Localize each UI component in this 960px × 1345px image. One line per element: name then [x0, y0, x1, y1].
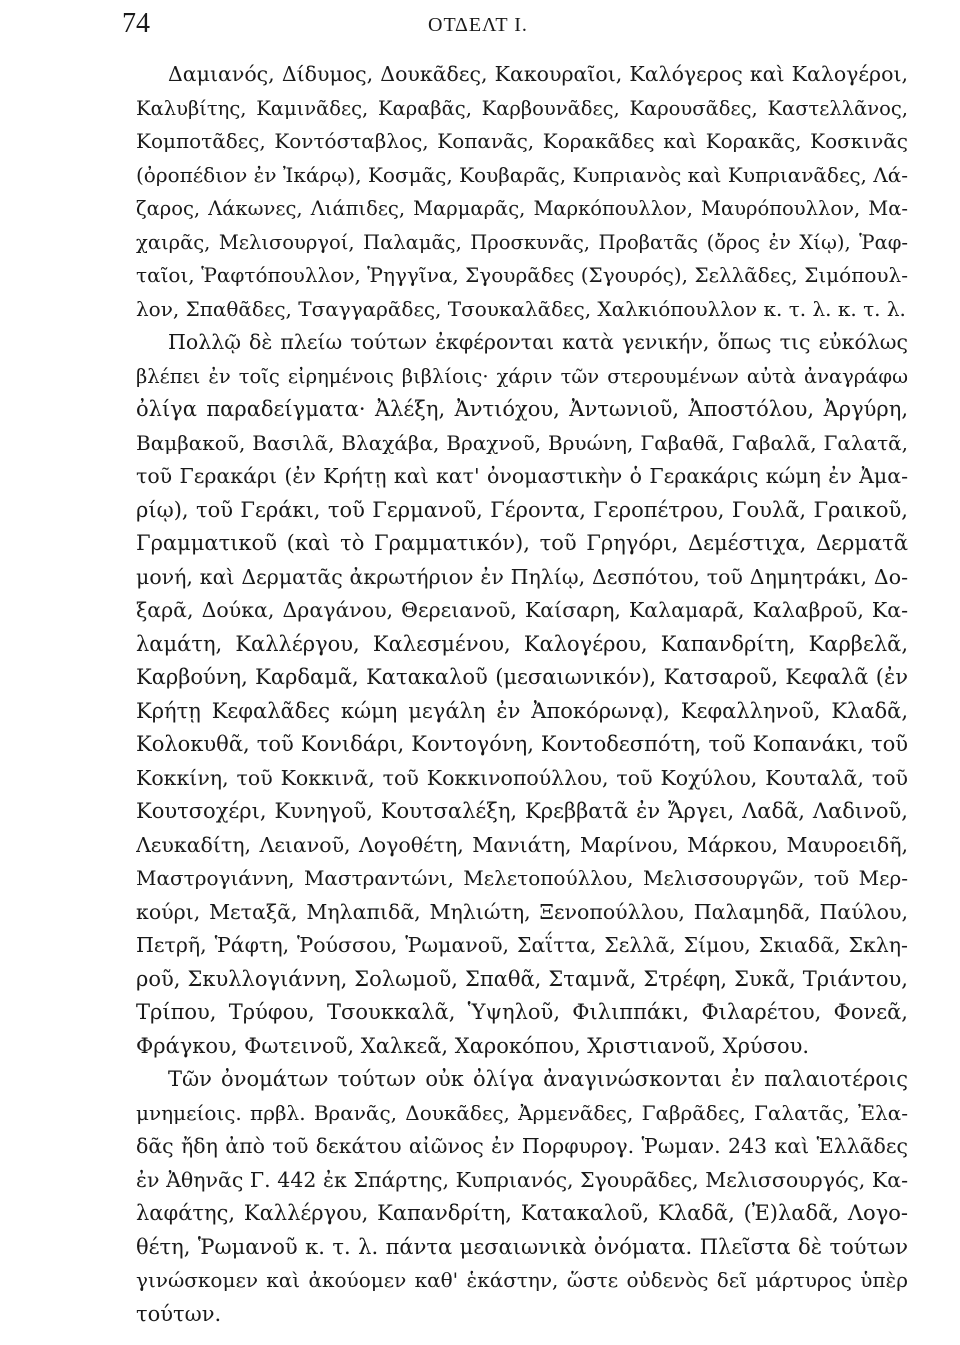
running-head: ΟΤΔΕΛΤ Ι. [428, 14, 528, 36]
paragraph-2 [136, 326, 908, 1063]
text-line: θέτη, Ῥωμανοῦ κ. τ. λ. πάντα μεσαιωνικὰ ὀνόματα. Πλεῖστα δὲ τούτων [136, 1234, 908, 1259]
text-line: ροῦ, Σκυλλογιάννη, Σολωμοῦ, Σπαθᾶ, Σταμνᾶ, Στρέφη, Συκᾶ, Τριάντου, [136, 966, 908, 991]
text-line: Κολοκυθᾶ, τοῦ Κονιδάρι, Κοντογόνη, Κοντοδεσπότη, τοῦ Κοπανάκι, τοῦ [136, 732, 908, 756]
text-line: ἐν Ἀθηνᾶς Γ. 442 ἐκ Σπάρτης, Κυπριανός, Σγουρᾶδες, Μελισσουργός, Κα- [136, 1167, 908, 1192]
text-line: Πολλῷ δὲ πλείω τούτων ἐκφέρονται κατὰ γενικήν, ὅπως τις εὐκόλως [168, 330, 908, 354]
page-number: 74 [122, 8, 150, 39]
paragraph-3 [136, 1063, 908, 1331]
text-line: Κουτσοχέρι, Κυνηγοῦ, Κουτσαλέξη, Κρεββατᾶ ἐν Ἄργει, Λαδᾶ, Λαδινοῦ, [136, 799, 908, 823]
text-line: Πετρῆ, Ῥάφτη, Ῥούσσου, Ῥωμανοῦ, Σαΐττα, Σελλᾶ, Σίμου, Σκιαδᾶ, Σκλη- [136, 933, 908, 957]
text-line: Καλυβίτης, Καμινᾶδες, Καραβᾶς, Καρβουνᾶδες, Καρουσᾶδες, Καστελλᾶνος, [136, 96, 908, 120]
text-line: Κομποτᾶδες, Κοντόσταβλος, Κοπανᾶς, Κορακᾶδες καὶ Κορακᾶς, Κοσκινᾶς [136, 129, 908, 153]
text-line: λαμάτη, Καλλέργου, Καλεσμένου, Καλογέρου, Καπανδρίτη, Καρβελᾶ, [136, 631, 908, 656]
text-line: βλέπει ἐν τοῖς εἰρημένοις βιβλίοις· χάριν τῶν στερουμένων αὐτὰ ἀναγράφω [136, 364, 908, 388]
text-line: Κρήτῃ Κεφαλᾶδες κώμη μεγάλη ἐν Ἀποκόρωνᾳ), Κεφαλληνοῦ, Κλαδᾶ, [136, 698, 908, 723]
text-line: Βαμβακοῦ, Βασιλᾶ, Βλαχάβα, Βραχνοῦ, Βρυώνη, Γαβαθᾶ, Γαβαλᾶ, Γαλατᾶ, [136, 430, 908, 455]
text-line: Λευκαδίτη, Λειανοῦ, Λογοθέτη, Μανιάτη, Μαρίνου, Μάρκου, Μαυροειδῆ, [136, 832, 908, 857]
text-line: ρίῳ), τοῦ Γεράκι, τοῦ Γερμανοῦ, Γέροντα, Γεροπέτρου, Γουλᾶ, Γραικοῦ, [136, 497, 908, 522]
text-line: λαφάτης, Καλλέργου, Καπανδρίτη, Κατακαλοῦ, Κλαδᾶ, (Ἐ)λαδᾶ, Λογο- [136, 1201, 908, 1225]
text-line: Μαστρογιάννη, Μαστραντώνι, Μελετοπούλλου, Μελισσουργῶν, τοῦ Μερ- [136, 866, 908, 890]
text-line: ζαρος, Λάκωνες, Λιάπιδες, Μαρμαρᾶς, Μαρκόπουλλον, Μαυρόπουλλον, Μα- [136, 197, 908, 220]
text-line: ὀλίγα παραδείγματα· Ἀλέξη, Ἀντιόχου, Ἀντωνιοῦ, Ἀποστόλου, Ἀργύρη, [136, 397, 908, 421]
text-line: γινώσκομεν καὶ ἀκούομεν καθ' ἑκάστην, ὥστε οὐδενὸς δεῖ μάρτυρος ὑπὲρ [136, 1268, 908, 1292]
page-header [120, 6, 900, 42]
text-line: (ὀροπέδιον ἐν Ἰκάρῳ), Κοσμᾶς, Κουβαρᾶς, Κυπριανὸς καὶ Κυπριανᾶδες, Λά- [136, 162, 908, 187]
text-line: μονή, καὶ Δερματᾶς ἀκρωτήριον ἐν Πηλίῳ, Δεσπότου, τοῦ Δημητράκι, Δο- [136, 564, 908, 589]
text-line: ταῖοι, Ῥαφτόπουλλον, Ῥηγγῖνα, Σγουρᾶδες (Σγουρός), Σελλᾶδες, Σιμόπουλ- [136, 263, 908, 287]
text-line: τούτων. [136, 1301, 222, 1326]
text-line: Τῶν ὀνομάτων τούτων οὐκ ὀλίγα ἀναγινώσκονται ἐν παλαιοτέροις [168, 1067, 908, 1091]
text-line: Καρβούνη, Καρδαμᾶ, Κατακαλοῦ (μεσαιωνικόν), Κατσαροῦ, Κεφαλᾶ (ἐν [136, 665, 908, 689]
text-line: Τρίπου, Τρύφου, Τσουκκαλᾶ, Ὑψηλοῦ, Φιλιππάκι, Φιλαρέτου, Φονεᾶ, [136, 1000, 908, 1024]
text-line: Γραμματικοῦ (καὶ τὸ Γραμματικόν), τοῦ Γρηγόρι, Δεμέστιχα, Δερματᾶ [136, 531, 908, 555]
text-line: Δαμιανός, Δίδυμος, Δουκᾶδες, Κακουραῖοι, Καλόγερος καὶ Καλογέροι, [168, 62, 908, 86]
text-line: δᾶς ἤδη ἀπὸ τοῦ δεκάτου αἰῶνος ἐν Πορφυρογ. Ῥωμαν. 243 καὶ Ἑλλᾶδες [136, 1134, 908, 1158]
text-line: χαιρᾶς, Μελισουργοί, Παλαμᾶς, Προσκυνᾶς, Προβατᾶς (ὄρος ἐν Χίῳ), Ῥαφ- [136, 230, 908, 254]
text-line: ξαρᾶ, Δούκα, Δραγάνου, Θερειανοῦ, Καίσαρη, Καλαμαρᾶ, Καλαβροῦ, Κα- [136, 598, 908, 622]
text-line: Φράγκου, Φωτεινοῦ, Χαλκεᾶ, Χαροκόπου, Χριστιανοῦ, Χρύσου. [136, 1033, 810, 1058]
text-line: κούρι, Μεταξᾶ, Μηλαπιδᾶ, Μηλιώτη, Ξενοπούλλου, Παλαμηδᾶ, Παύλου, [136, 899, 908, 924]
text-line: τοῦ Γερακάρι (ἐν Κρήτῃ καὶ κατ' ὀνομαστικὴν ὁ Γερακάρις κώμη ἐν Ἀμα- [136, 464, 908, 488]
text-line: μνημείοις. πρβλ. Βρανᾶς, Δουκᾶδες, Ἀρμενᾶδες, Γαβρᾶδες, Γαλατᾶς, Ἐλα- [136, 1100, 908, 1125]
text-line: Κοκκίνη, τοῦ Κοκκινᾶ, τοῦ Κοκκινοπούλλου, τοῦ Κοχύλου, Κουταλᾶ, τοῦ [136, 765, 908, 790]
text-body [136, 58, 908, 1331]
paragraph-1 [136, 58, 908, 326]
text-line: λον, Σπαθᾶδες, Τσαγγαρᾶδες, Τσουκαλᾶδες, Χαλκιόπουλλον κ. τ. λ. κ. τ. λ. [136, 296, 906, 321]
